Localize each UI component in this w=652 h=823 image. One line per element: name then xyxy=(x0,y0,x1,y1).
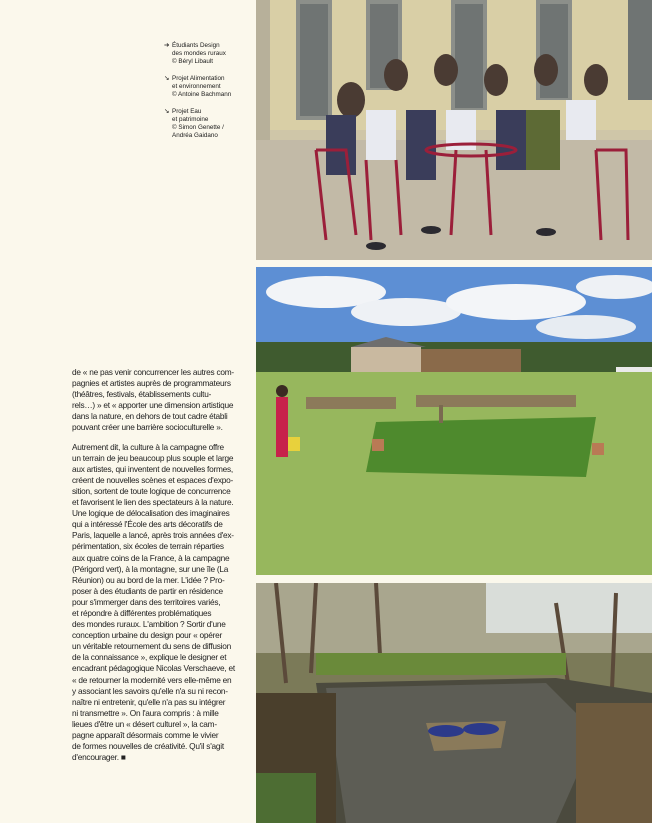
body-line: encadrant pédagogique Nicolas Verschaeve, et xyxy=(72,663,235,674)
body-line: rels…) » et « apporter une dimension artistique xyxy=(72,400,234,411)
body-line: de « ne pas venir concurrencer les autres com- xyxy=(72,367,234,377)
garden-field-photo xyxy=(256,267,652,575)
body-line: Réunion) ou au bord de la mer. L'idée ? Pro- xyxy=(72,574,225,585)
caption-line: Projet Eau xyxy=(172,108,202,115)
body-line: dans la nature, en dehors de tout cadre établi xyxy=(72,411,228,422)
arrow-right-icon: ➔ xyxy=(164,42,170,49)
body-line: lieues d'être un « désert culturel », la cam- xyxy=(72,718,217,729)
body-line: de la connaissance », explique le designer et xyxy=(72,652,227,663)
body-line: aux artistes, qui inventent de nouvelles formes, xyxy=(72,463,233,474)
body-line: poser à des étudiants de partir en résidence xyxy=(72,585,223,596)
caption-water-project xyxy=(164,108,252,140)
body-line: un terrain de jeu beaucoup plus souple et large xyxy=(72,452,234,463)
body-line: et répondre à différentes problématiques xyxy=(72,607,212,618)
caption-line: des mondes ruraux xyxy=(172,50,226,57)
arrow-down-right-icon: ↘ xyxy=(164,75,170,82)
caption-credit: Andréa Gaidano xyxy=(172,132,218,139)
river-raft-photo xyxy=(256,583,652,823)
caption-food-project xyxy=(164,75,252,99)
body-line: un véritable retournement du sens de diffusion xyxy=(72,641,232,652)
body-line: « de retourner la modernité vers elle-même en xyxy=(72,674,232,685)
body-line: (Périgord vert), à la montagne, sur une île (La xyxy=(72,563,229,574)
students-group-photo xyxy=(256,0,652,260)
body-line: Paris, laquelle a lancé, après trois années d'ex- xyxy=(72,530,234,541)
body-line: pour s'immerger dans des territoires variés, xyxy=(72,596,221,607)
body-line: de formes nouvelles de créativité. Qu'il s'agit xyxy=(72,741,224,752)
body-line: pouvant créer une barrière socioculturelle ». xyxy=(72,422,223,433)
caption-line: Projet Alimentation xyxy=(172,75,225,82)
body-line: Une logique de délocalisation des imaginaires xyxy=(72,508,230,519)
body-line: naître ni entretenir, qu'elle n'a pas su intégrer xyxy=(72,696,226,707)
caption-students xyxy=(164,42,252,66)
caption-credit: © Simon Genette / xyxy=(172,124,224,131)
body-line: aux quatre coins de la France, à la campagne xyxy=(72,552,230,563)
body-line: (théâtres, festivals, établissements cultu- xyxy=(72,389,212,400)
body-line: Autrement dit, la culture à la campagne offre xyxy=(72,441,224,452)
caption-credit: © Antoine Bachmann xyxy=(172,91,232,98)
body-line: des mondes ruraux. L'ambition ? Sortir d'une xyxy=(72,619,226,630)
photo-captions xyxy=(164,42,252,149)
paragraph-2 xyxy=(72,442,242,764)
body-line: conception urbaine du design pour « opérer xyxy=(72,630,223,641)
article-body xyxy=(72,367,242,763)
body-line: pagne apparaît désormais comme le vivier xyxy=(72,730,219,740)
body-line: qui a intéressé l'École des arts décoratifs de xyxy=(72,519,223,530)
caption-line: et patrimoine xyxy=(172,116,209,123)
caption-line: Étudiants Design xyxy=(172,42,220,49)
body-line: y associant les savoirs qu'elle n'a su ni recon- xyxy=(72,685,228,696)
paragraph-1 xyxy=(72,367,242,434)
body-line: et favorisent le lien des spectateurs à la nature. xyxy=(72,497,234,508)
body-line: ni transmettre ». On l'aura compris : à mille xyxy=(72,707,219,718)
body-line: d'encourager. ■ xyxy=(72,752,126,763)
caption-credit: © Béryl Libault xyxy=(172,58,214,65)
caption-line: et environnement xyxy=(172,83,221,90)
body-line: sition, sortent de toute logique de concurrence xyxy=(72,485,231,496)
arrow-down-right-icon: ↘ xyxy=(164,108,170,115)
body-line: périmentation, six écoles de terrain réparties xyxy=(72,541,224,552)
body-line: pagnies et artistes auprès de programmateurs xyxy=(72,378,231,389)
body-line: créent de nouvelles scènes et espaces d'expo- xyxy=(72,474,233,485)
